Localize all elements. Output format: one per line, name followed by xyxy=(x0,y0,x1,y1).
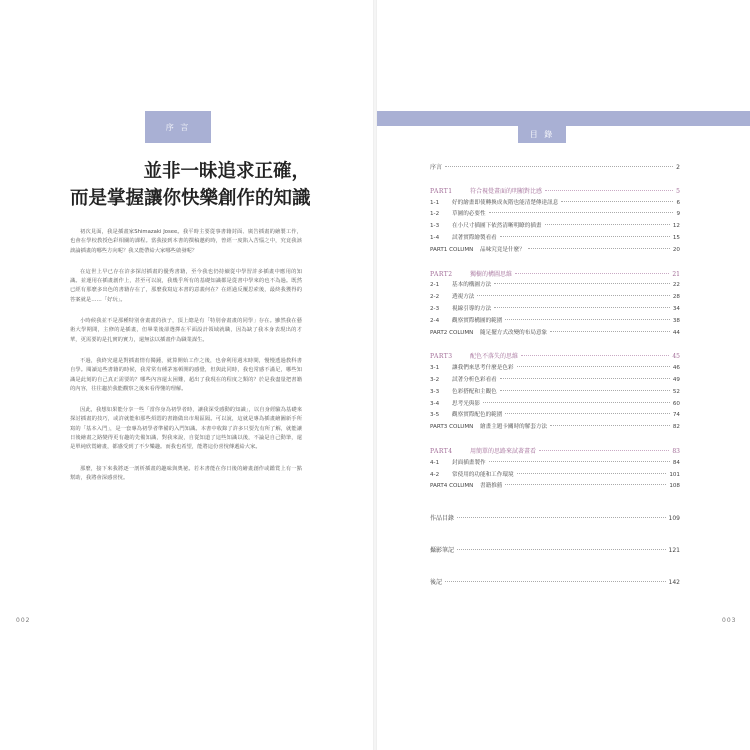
toc-entry-page: 101 xyxy=(669,471,680,478)
page-number-right: 003 xyxy=(722,617,737,624)
toc-entry-label: 作品目錄 xyxy=(430,515,455,523)
toc-entry-number: 3-4 xyxy=(430,400,440,407)
toc-entry-item xyxy=(430,198,680,210)
toc-entry-part xyxy=(430,269,680,281)
preface-tab: 序 言 xyxy=(145,111,211,143)
toc-leader-dots xyxy=(545,224,670,225)
toc-entry-part xyxy=(430,186,680,198)
title-line-2: 而是掌握讓你快樂創作的知識 xyxy=(70,188,311,209)
toc-entry-page: 5 xyxy=(676,187,680,195)
paragraph: 不過，我終究還是對插畫情有獨鍾，就算開始工作之後，也會利用週末時間，慢慢透過教科書自學。閱讀這些書籍的時候，我常常有種茅塞頓開的感覺，但與此同時，我也常感不滿足，哪些知識是此刻的自己真正需要的？哪些內容還太困難，超出了我現在的程度之類的？於是我盡量把書籍的內容，往往趨於我能觀察之後來看得懂的理解。 xyxy=(70,357,302,392)
toc-entry-top xyxy=(430,162,680,174)
toc-entry-page: 82 xyxy=(672,424,680,431)
toc-entry-label: 基本的構圖方法 xyxy=(452,282,492,289)
toc-entry-page: 74 xyxy=(672,412,680,419)
toc-entry-page: 38 xyxy=(672,317,680,324)
toc-entry-number: 1-3 xyxy=(430,223,440,230)
toc-leader-dots xyxy=(539,450,669,451)
toc-entry-number: 3-1 xyxy=(430,365,440,372)
toc-entry-number: 1-2 xyxy=(430,211,440,218)
toc-entry-page: 20 xyxy=(672,246,680,253)
toc-entry-item xyxy=(430,458,680,470)
toc-entry-page: 34 xyxy=(672,305,680,312)
toc-entry-page: 12 xyxy=(672,223,680,230)
toc-entry-item xyxy=(430,280,680,292)
toc-entry-page: 49 xyxy=(672,376,680,383)
toc-entry-column xyxy=(430,328,680,340)
toc-entry-number: PART3 COLUMN xyxy=(430,424,474,431)
toc-leader-dots xyxy=(517,366,670,367)
toc-entry-page: 108 xyxy=(669,483,680,490)
toc-leader-dots xyxy=(545,190,673,191)
toc-entry-label: 色彩搭配和主觀色 xyxy=(452,388,497,395)
toc-leader-dots xyxy=(515,273,669,274)
toc-entry-number: 2-1 xyxy=(430,282,440,289)
book-gutter xyxy=(373,0,377,750)
toc-entry-column xyxy=(430,245,680,257)
toc-entry-number: 4-2 xyxy=(430,471,440,478)
toc-entry-label: 好的繪畫即使轉換成灰階也能清楚傳達訊息 xyxy=(452,199,559,206)
toc-entry-page: 45 xyxy=(672,353,680,361)
page-number-left: 002 xyxy=(16,617,31,624)
toc-entry-label: 後記 xyxy=(430,578,443,586)
paragraph: 初次見面，我是插畫家Shimazaki Josee。我平時主要從事書籍封面、廣告插畫的繪製工作，也會在學校教授色彩相關的課程。當我接到本書的撰稿邀約時，曾經一度陷入苦惱之中，究竟我該談論插畫的哪些方向呢？我又能帶給大家哪些啟發呢？ xyxy=(70,229,302,254)
toc-entry-page: 22 xyxy=(672,282,680,289)
toc-entry-number: PART4 xyxy=(430,447,453,455)
toc-entry-number: 2-4 xyxy=(430,317,440,324)
toc-entry-part xyxy=(430,351,680,363)
toc-leader-dots xyxy=(445,581,666,582)
toc-leader-dots xyxy=(500,236,670,237)
toc-entry-page: 9 xyxy=(676,211,680,218)
toc-leader-dots xyxy=(494,283,670,284)
toc-entry-number: 2-3 xyxy=(430,305,440,312)
toc-entry-item xyxy=(430,233,680,245)
toc-leader-dots xyxy=(457,517,666,518)
toc-leader-dots xyxy=(561,201,673,202)
toc-entry-number: 1-1 xyxy=(430,199,440,206)
toc-entry-label: 試著實際繪製看看 xyxy=(452,234,497,241)
toc-entry-number: PART1 xyxy=(430,187,453,195)
toc-leader-dots xyxy=(517,473,667,474)
toc-entry-page: 60 xyxy=(672,400,680,407)
toc-spacer xyxy=(430,525,680,545)
toc-entry-item xyxy=(430,292,680,304)
toc-entry-page: 28 xyxy=(672,294,680,301)
toc-leader-dots xyxy=(445,166,673,167)
toc-entry-page: 44 xyxy=(672,329,680,336)
paragraph: 小時候我並不是那種特別會畫畫的孩子，頂上總是有「特別會畫畫的同學」存在。雖然我在藝術大學期間，主修的是插畫，但畢業後卻選擇在平面設計領域就職，因為缺了我本身表現出的才華，更需要的是扎實的實力，還無法以插畫作為職業謀生。 xyxy=(70,318,302,343)
toc-entry-page: 6 xyxy=(676,199,680,206)
preface-body xyxy=(70,228,302,495)
toc-entry-number: 3-5 xyxy=(430,412,440,419)
toc-entry-label: 配色不落失的思維 xyxy=(470,353,519,361)
toc-entry-label: 觀察實際構圖的範圍 xyxy=(452,317,503,324)
toc-leader-dots xyxy=(505,319,670,320)
toc-leader-dots xyxy=(483,402,670,403)
toc-leader-dots xyxy=(505,413,670,414)
toc-entry-label: 封面插畫製作 xyxy=(452,459,486,466)
toc-entry-number: 2-2 xyxy=(430,294,440,301)
toc-entry-label: 讓我們來思考什麼是色彩 xyxy=(452,365,514,372)
toc-entry-part xyxy=(430,446,680,458)
toc-leader-dots xyxy=(457,549,666,550)
toc-entry-label: 在小尺寸插圖下依然清晰明瞭的插畫 xyxy=(452,223,542,230)
toc-entry-number: PART2 xyxy=(430,270,453,278)
paragraph: 因此，我想如果能分享一些「當你身為初學者時，讓我深受感動的知識」，以自身經驗為基礎來探討插畫的技巧，或許就能和那些煩悶的書籍做出市場區隔。可以說，這就是專為插畫繪圖新手所寫的「基本入門」，是一套專為初學者準備的入門知識。本書中收錄了許多只要先有所了解，就能讓日後繪畫之路變得更有趣的先備知識，對我來說，自從知道了這些知識以後，不論是自己動筆，還是單純欣賞繪畫，都感受到了不少樂趣。而我也希望，能將這份喜悅傳遞給大家。 xyxy=(70,407,302,451)
toc-entry-number: PART4 COLUMN xyxy=(430,483,474,490)
toc-entry-item xyxy=(430,316,680,328)
toc-entry-label: 視線引導的方法 xyxy=(452,305,492,312)
toc-entry-column xyxy=(430,481,680,493)
toc-spacer xyxy=(430,174,680,186)
toc-leader-dots xyxy=(550,425,670,426)
toc-leader-dots xyxy=(521,355,669,356)
toc-entry-number: 1-4 xyxy=(430,234,440,241)
toc-leader-dots xyxy=(500,378,670,379)
toc-entry-label: 思考光與影 xyxy=(452,400,480,407)
toc-entry-label: 序言 xyxy=(430,164,443,171)
toc-spacer xyxy=(430,339,680,351)
toc-entry-label: 符合視覺畫面的明顯對比感 xyxy=(470,187,543,195)
toc-entry-label: 透視方法 xyxy=(452,294,475,301)
toc-entry-number: PART1 COLUMN xyxy=(430,246,474,253)
toc-entry-label: 獨樹的構圖思維 xyxy=(470,270,513,278)
toc-entry-label: 品味究竟是什麼？ xyxy=(480,246,525,253)
toc-entry-item xyxy=(430,470,680,482)
toc-entry-page: 142 xyxy=(668,578,680,586)
toc-leader-dots xyxy=(477,295,669,296)
toc-entry-label: 常使用的功能和工作環境 xyxy=(452,471,514,478)
toc-entry-number: PART3 xyxy=(430,353,453,361)
toc-entry-item xyxy=(430,375,680,387)
toc-spacer xyxy=(430,557,680,577)
toc-leader-dots xyxy=(494,307,670,308)
toc-entry-label: 用簡單的思路來試著畫看 xyxy=(470,447,537,455)
toc-entry-page: 15 xyxy=(672,234,680,241)
preface-title xyxy=(70,158,310,212)
toc-entry-number: 3-2 xyxy=(430,376,440,383)
toc-entry-top xyxy=(430,577,680,589)
toc-leader-dots xyxy=(489,461,670,462)
toc-entry-number: 3-3 xyxy=(430,388,440,395)
toc-entry-item xyxy=(430,387,680,399)
toc-entry-page: 84 xyxy=(672,459,680,466)
toc-leader-dots xyxy=(505,484,666,485)
toc-spacer xyxy=(430,434,680,446)
toc-entry-item xyxy=(430,363,680,375)
toc-entry-label: 草圖的必要性 xyxy=(452,211,486,218)
toc-leader-dots xyxy=(500,390,670,391)
toc-entry-page: 52 xyxy=(672,388,680,395)
toc-entry-page: 2 xyxy=(676,164,680,171)
toc-entry-label: 觀察實際配色的範圍 xyxy=(452,412,503,419)
paragraph: 在這世上早已存在許多探討插畫的優秀書籍，至今我也仍持續從中學習許多插畫中應用的知識。並運用在插畫創作上，甚至可以說，我幾乎所有的基礎知識都是從書中學來的也不為過。既然已經有那麼多出色的書籍存在了，那麼我寫這本書的意義何在？在經過反覆思索後，最終我獲得的答案就是……「好玩」。 xyxy=(70,268,302,303)
toc-entry-top xyxy=(430,545,680,557)
toc-spacer xyxy=(430,493,680,513)
toc-entry-item xyxy=(430,399,680,411)
toc-entry-page: 121 xyxy=(668,546,680,554)
toc-entry-item xyxy=(430,410,680,422)
toc-entry-number: 4-1 xyxy=(430,459,440,466)
toc-entry-page: 109 xyxy=(668,515,680,523)
toc-header-bar xyxy=(377,111,750,126)
toc-entry-label: 繪畫主題卡關時的解套方法 xyxy=(480,424,548,431)
toc-entry-label: 試著分析色彩看看 xyxy=(452,376,497,383)
toc-entry-item xyxy=(430,221,680,233)
toc-entry-item xyxy=(430,304,680,316)
toc-leader-dots xyxy=(528,248,670,249)
toc-entry-page: 46 xyxy=(672,365,680,372)
toc-leader-dots xyxy=(489,212,674,213)
toc-entry-label: 攝影筆記 xyxy=(430,546,455,554)
toc-entry-page: 21 xyxy=(672,270,680,278)
toc-entry-number: PART2 COLUMN xyxy=(430,329,474,336)
title-line-1: 並非一昧追求正確， xyxy=(143,161,310,182)
toc-leader-dots xyxy=(550,331,670,332)
toc-entry-label: 隨足擺方式改變的布局意象 xyxy=(480,329,548,336)
table-of-contents xyxy=(430,162,680,589)
toc-tab: 目 錄 xyxy=(518,126,566,143)
paragraph: 那麼，接下來我將逐一剖析插畫的趣味與奧祕。若本書能在你日後的繪畫創作或鑑賞上有一點幫助，我將會深感喜悅。 xyxy=(70,465,302,481)
toc-entry-item xyxy=(430,209,680,221)
toc-entry-page: 83 xyxy=(672,447,680,455)
toc-entry-column xyxy=(430,422,680,434)
toc-entry-label: 書籍推薦 xyxy=(480,483,503,490)
toc-entry-top xyxy=(430,513,680,525)
toc-spacer xyxy=(430,257,680,269)
